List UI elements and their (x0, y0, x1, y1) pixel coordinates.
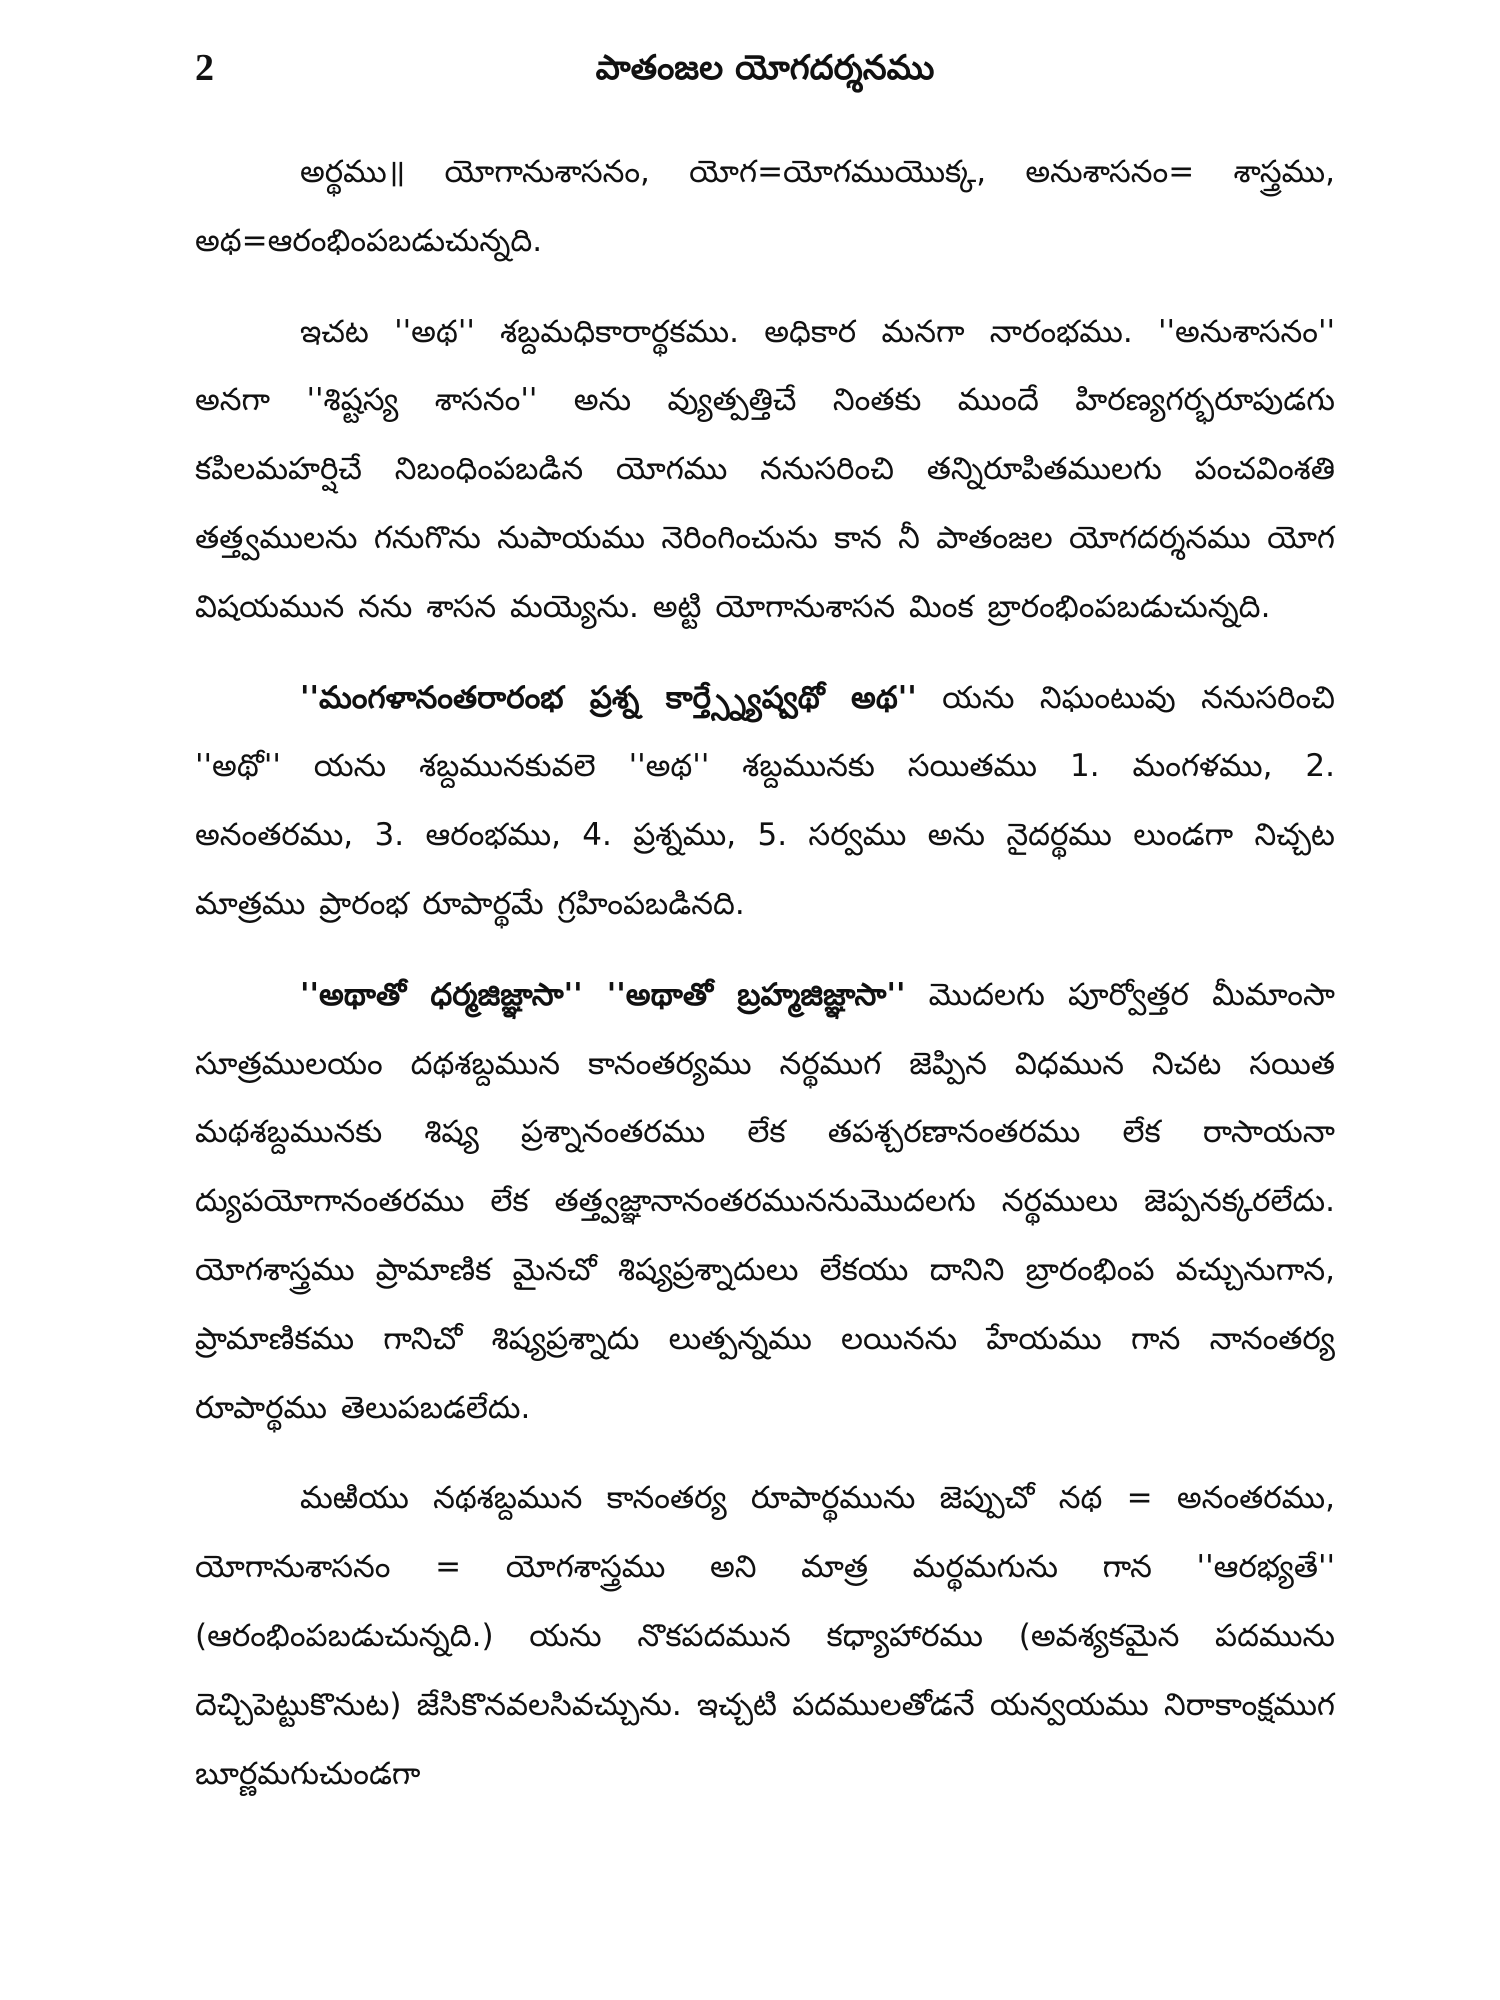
page-header (195, 38, 1335, 98)
paragraph-anantarya (195, 1464, 1335, 1808)
paragraph-text: మొదలగు పూర్వోత్తర మీమాంసా సూత్రములయం దథశబ్దమున కానంతర్యము నర్థముగ జెప్పిన విధమున నిచట సయిత మథశబ్దమునకు శిష్య ప్రశ్నానంతరము లేక తపశ్చరణానంతరము లేక రాసాయనా ద్యుపయోగానంతరము లేక తత్త్వజ్ఞానానంతరముననుమొదలగు నర్థములు జెప్పనక్కరలేదు. యోగశాస్త్రము ప్రామాణిక మైనచో శిష్యప్రశ్నాదులు లేకయు దానిని బ్రారంభింప వచ్చునుగాన, ప్రామాణికము గానిచో శిష్యప్రశ్నాదు లుత్పన్నము లయినను హేయము గాన నానంతర్య రూపార్థము తెలుపబడలేదు. (195, 976, 1335, 1426)
page-number: 2 (195, 47, 214, 89)
bold-quote: ''అథాతో ధర్మజిజ్ఞాసా'' ''అథాతో బ్రహ్మజిజ్ఞాసా'' (300, 976, 906, 1013)
page-title: పాతంజల యోగదర్శనము (595, 48, 935, 88)
paragraph-meaning (195, 138, 1335, 276)
paragraph-mimamsa-sutras (195, 961, 1335, 1443)
paragraph-text: మఱియు నథశబ్దమున కానంతర్య రూపార్థమును జెప్పుచో నథ = అనంతరము, యోగానుశాసనం = యోగశాస్త్రము అని మాత్ర మర్థమగును గాన ''ఆరభ్యతే'' (ఆరంభింపబడుచున్నది.) యను నొకపదమున కధ్యాహారము (అవశ్యకమైన పదమును దెచ్చిపెట్టుకొనుట) జేసికొనవలసివచ్చును. ఇచ్చటి పదములతోడనే యన్వయము నిరాకాంక్షముగ బూర్ణమగుచుండగా (195, 1480, 1336, 1792)
bold-quote: ''మంగళానంతరారంభ ప్రశ్న కార్త్స్న్యేష్వథో అథ'' (300, 679, 917, 716)
paragraph-text: అర్థము॥ యోగానుశాసనం, యోగ=యోగముయొక్క, అనుశాసనం= శాస్త్రము, అథ=ఆరంభింపబడుచున్నది. (195, 154, 1335, 259)
paragraph-text: ఇచట ''అథ'' శబ్దమధికారార్థకము. అధికార మనగా నారంభము. ''అనుశాసనం'' అనగా ''శిష్టస్య శాసనం'' అను వ్యుత్పత్తిచే నింతకు ముందే హిరణ్యగర్భరూపుడగు కపిలమహర్షిచే నిబంధింపబడిన యోగము ననుసరించి తన్నిరూపితములగు పంచవింశతి తత్త్వములను గనుగొను నుపాయము నెరింగించును కాన నీ పాతంజల యోగదర్శనము యోగ విషయమున నను శాసన మయ్యెను. అట్టి యోగానుశాసన మింక బ్రారంభింపబడుచున్నది. (195, 313, 1335, 625)
paragraph-text: యను నిఘంటువు ననుసరించి ''అథో'' యను శబ్దమునకువలె ''అథ'' శబ్దమునకు సయితము 1. మంగళము, 2. అనంతరము, 3. ఆరంభము, 4. ప్రశ్నము, 5. సర్వము అను నైదర్థము లుండగా నిచ్చట మాత్రము ప్రారంభ రూపార్థమే గ్రహింపబడినది. (195, 679, 1335, 922)
page-body (195, 138, 1335, 1808)
paragraph-atha-adhikara (195, 298, 1335, 642)
paragraph-nighantu-quote (195, 664, 1335, 939)
